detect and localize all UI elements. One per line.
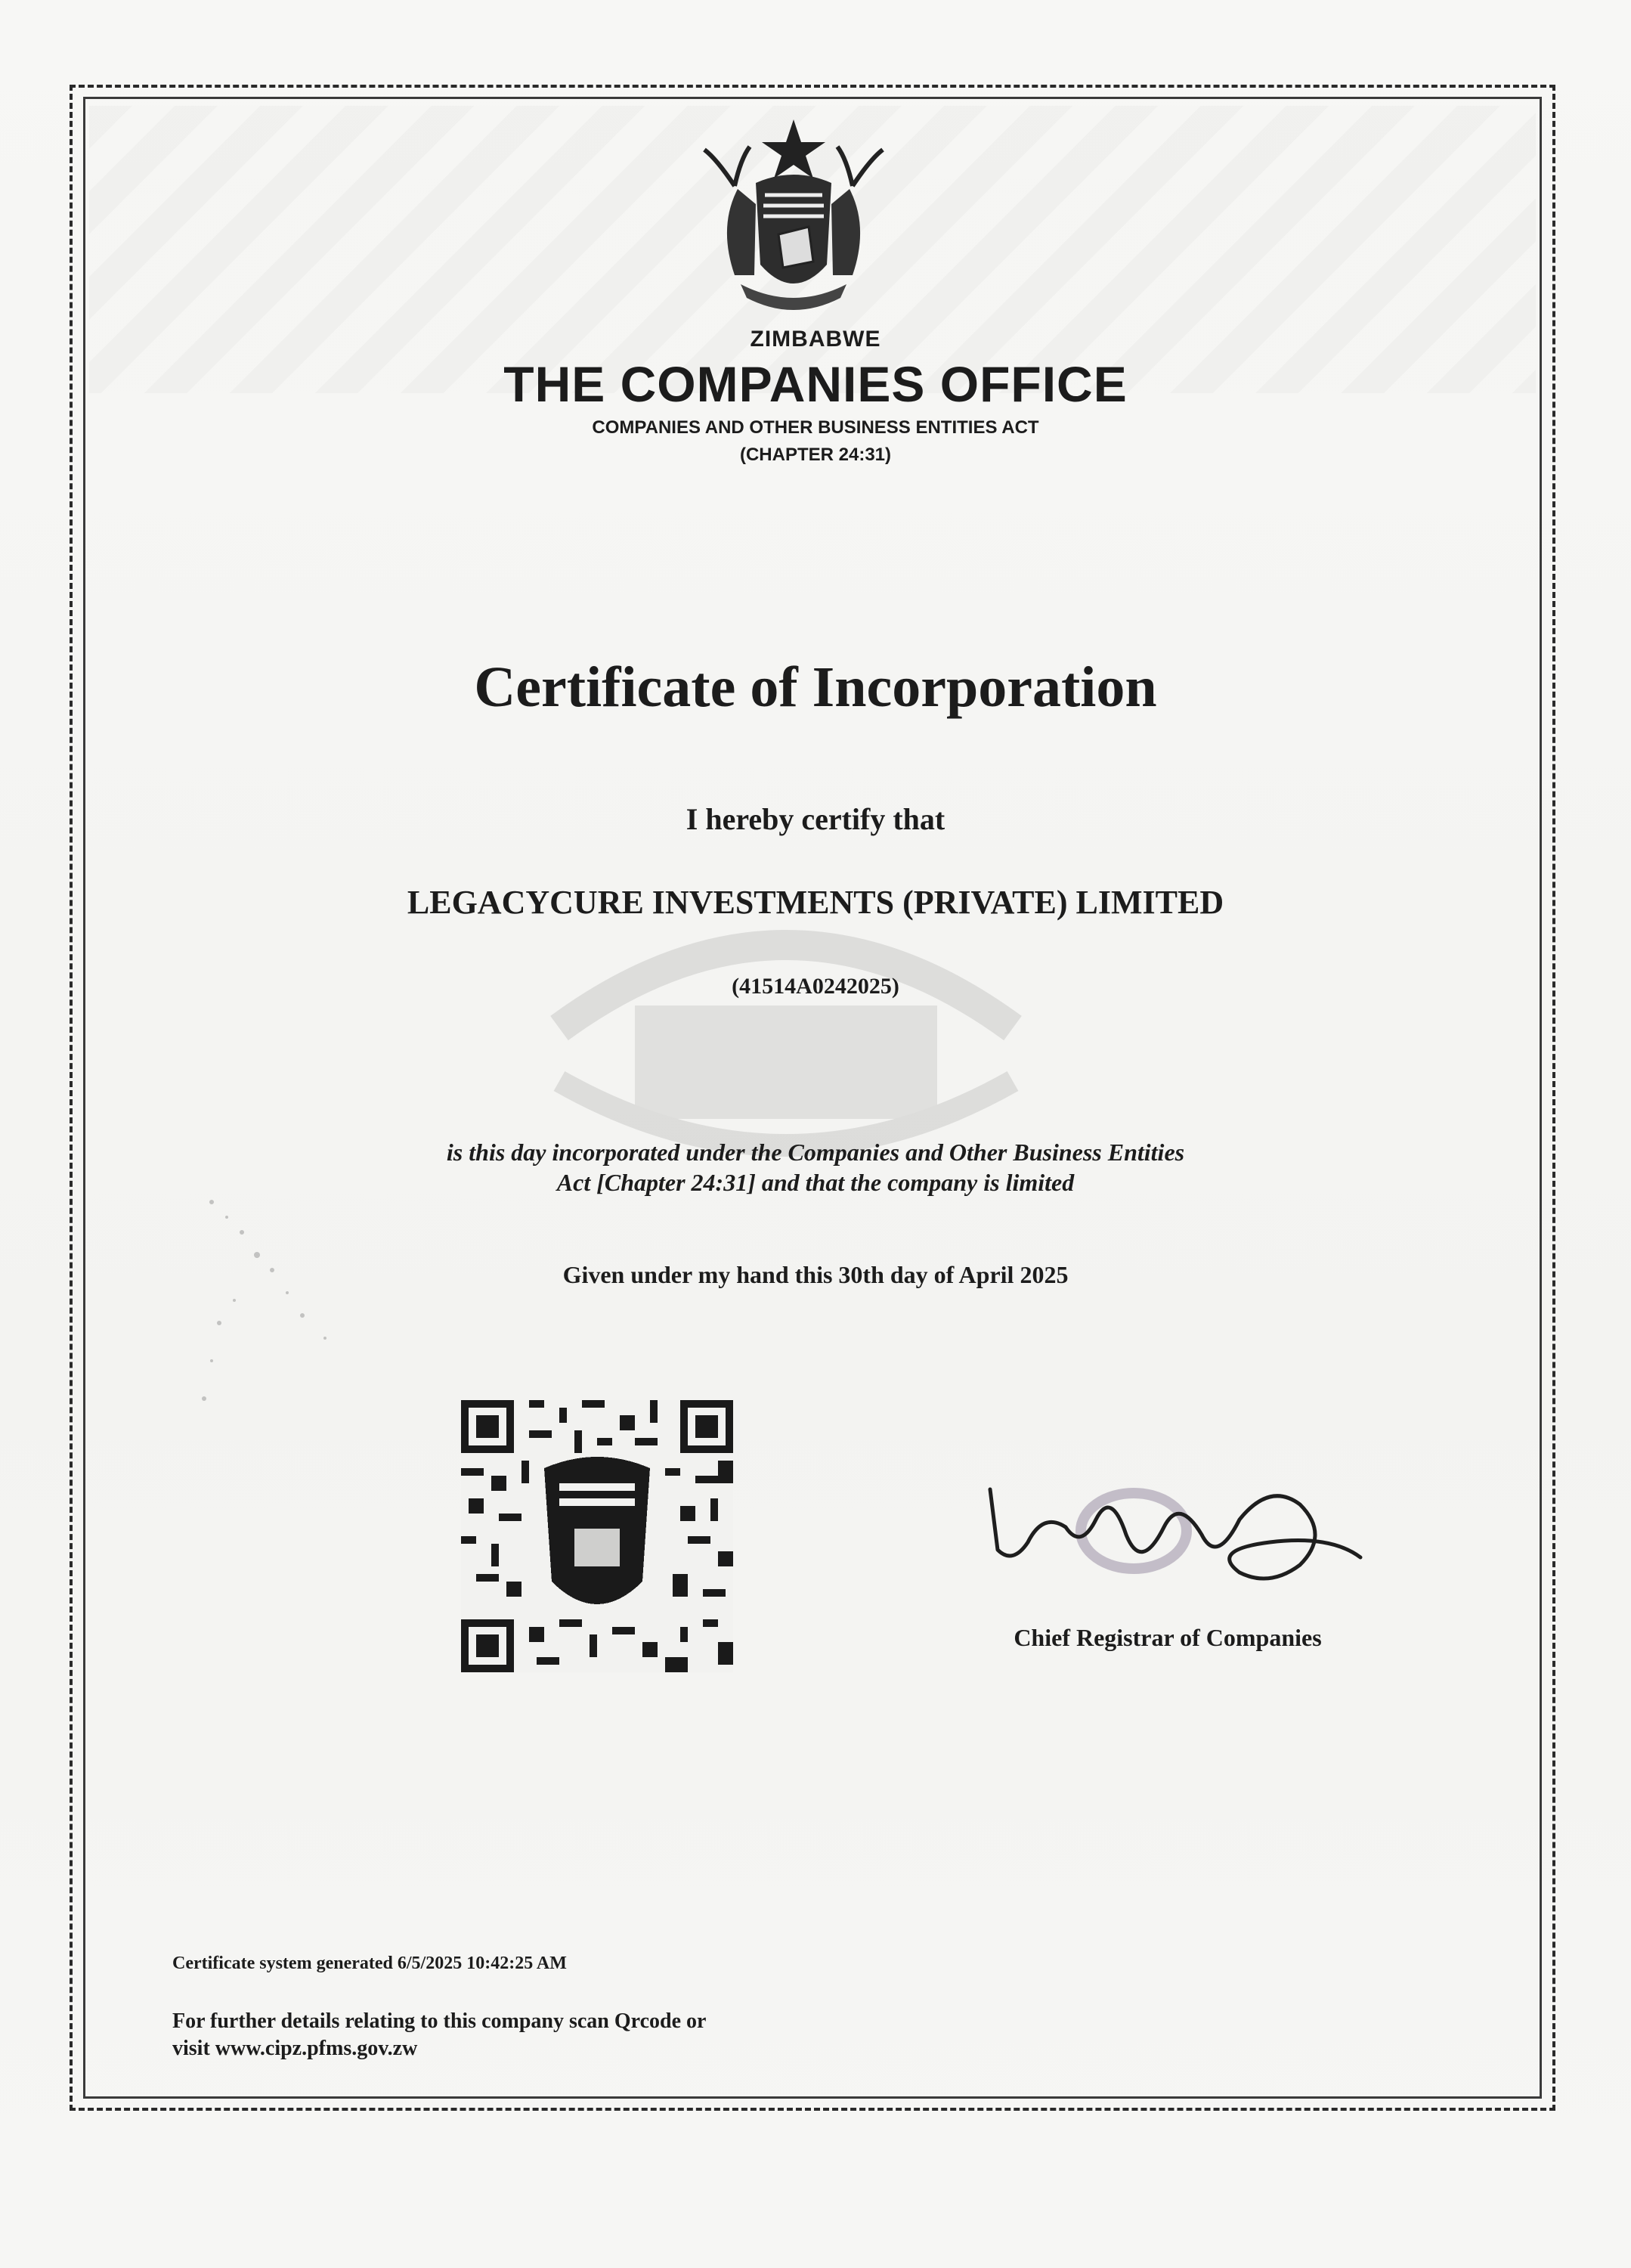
registration-number: (41514A0242025): [732, 974, 899, 999]
given-date-line: Given under my hand this 30th day of April 2025: [562, 1261, 1069, 1288]
zimbabwe-coat-of-arms-icon: [665, 113, 922, 333]
scan-smudge: [189, 1187, 385, 1474]
details-line-2[interactable]: visit www.cipz.pfms.gov.zw: [172, 2037, 418, 2060]
signatory-title: Chief Registrar of Companies: [1014, 1624, 1322, 1651]
country-name: ZIMBABWE: [750, 327, 881, 352]
office-name: THE COMPANIES OFFICE: [503, 356, 1128, 412]
qr-code-icon[interactable]: [461, 1400, 733, 1672]
certificate-title: Certificate of Incorporation: [474, 655, 1157, 719]
handwritten-signature: [983, 1459, 1376, 1603]
certify-line: I hereby certify that: [686, 802, 945, 836]
incorporation-statement-line-1: is this day incorporated under the Companies and Other Business Entities: [446, 1139, 1185, 1166]
incorporation-statement-line-2: Act [Chapter 24:31] and that the company is limited: [556, 1169, 1075, 1196]
generated-timestamp: Certificate system generated 6/5/2025 10:42:25 AM: [172, 1954, 567, 1973]
watermark-seal-icon: [529, 892, 1043, 1164]
act-chapter: (CHAPTER 24:31): [739, 445, 892, 465]
details-line-1: For further details relating to this company scan Qrcode or: [172, 2009, 707, 2033]
company-name: LEGACYCURE INVESTMENTS (PRIVATE) LIMITED: [407, 884, 1224, 921]
act-name: COMPANIES AND OTHER BUSINESS ENTITIES ACT: [592, 417, 1039, 438]
